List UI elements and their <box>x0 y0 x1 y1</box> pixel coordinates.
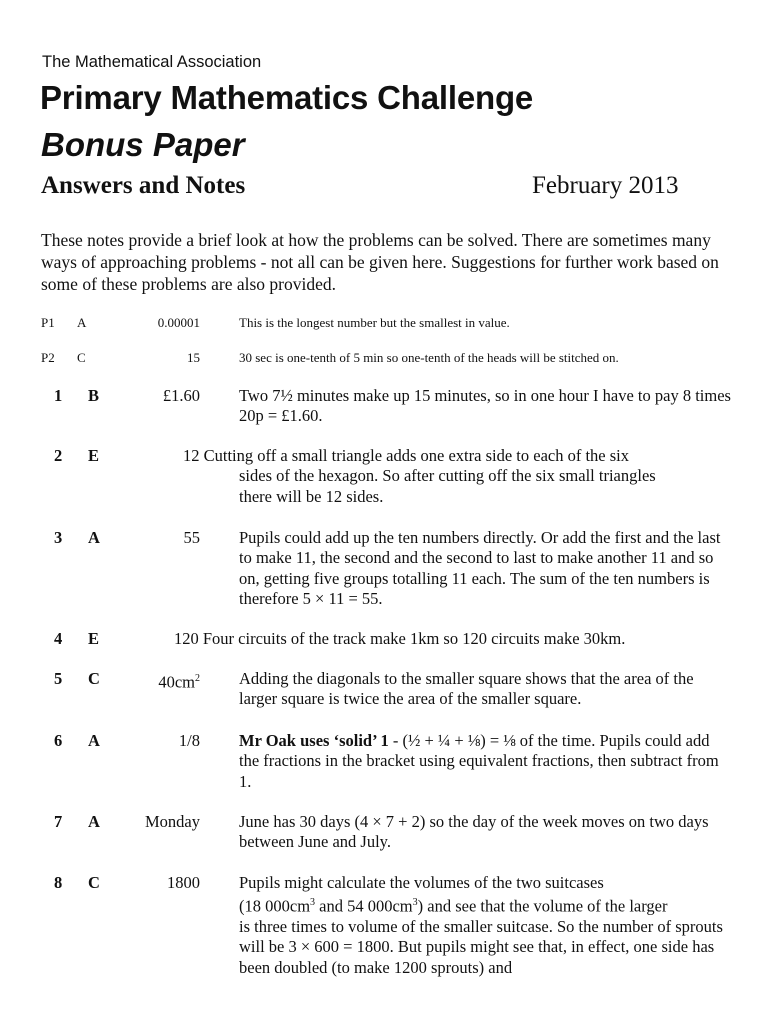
answer-note <box>174 629 734 649</box>
answer-note: Two 7½ minutes make up 15 minutes, so in one hour I have to pay 8 times 20p = £1.60. <box>239 386 731 426</box>
answer-value: 15 <box>187 350 200 365</box>
question-row-8 <box>0 873 768 983</box>
practice-row-p2 <box>0 350 768 368</box>
answer-letter: C <box>77 350 86 365</box>
note-line: sides of the hexagon. So after cutting off the six small triangles <box>239 466 656 486</box>
association-name: The Mathematical Association <box>42 53 262 71</box>
answer-note: 30 sec is one-tenth of 5 min so one-tenth of the heads will be stitched on. <box>239 350 619 365</box>
note-line: is three times to volume of the smaller suitcase. So the number of sprouts will be 3 × 600 = 1800. But pupils might see that, in effect, one side has been doubled (to make 1200 sprouts) and <box>239 917 723 977</box>
answer-value: 1800 <box>167 873 200 892</box>
answer-note <box>239 731 731 792</box>
answer-letter: A <box>88 812 100 831</box>
answer-note <box>239 873 731 978</box>
answer-value: 1/8 <box>178 731 200 750</box>
question-row-2 <box>0 446 768 510</box>
paper-date: February 2013 <box>532 172 679 199</box>
answer-letter: A <box>77 315 87 330</box>
answer-letter: B <box>88 386 100 405</box>
answer-value: 0.00001 <box>157 315 200 330</box>
page-subtitle: Bonus Paper <box>41 126 245 163</box>
note-rest: - (½ + ¼ + ⅛) = ⅛ of the time. Pupils could add the fractions in the bracket using equivalent fractions, then subtract from 1. <box>239 731 719 791</box>
intro-paragraph: These notes provide a brief look at how the problems can be solved. There are sometimes many ways of approaching problems - not all can be given here. Suggestions for further work based on some of these problems are also provided. <box>41 230 719 294</box>
question-row-1 <box>0 386 768 430</box>
practice-row-p1 <box>0 315 768 333</box>
question-number: 3 <box>54 528 63 547</box>
answer-value: 55 <box>183 528 200 547</box>
question-number: P2 <box>41 350 55 365</box>
question-number: 5 <box>54 669 63 688</box>
answer-note <box>183 446 743 507</box>
answer-value: £1.60 <box>162 386 200 405</box>
note-fragment: ) and see that the volume of the larger <box>417 896 668 916</box>
note-fragment: (18 000cm <box>239 896 311 916</box>
answer-letter: C <box>88 873 100 892</box>
answer-note: June has 30 days (4 × 7 + 2) so the day of the week moves on two days between June and July. <box>239 812 709 852</box>
answers-heading: Answers and Notes <box>41 172 246 199</box>
answer-letter: E <box>88 446 100 465</box>
question-number: P1 <box>41 315 55 330</box>
note-line: there will be 12 sides. <box>239 486 384 506</box>
question-row-4 <box>0 629 768 651</box>
note-line <box>239 893 731 917</box>
answer-letter: A <box>88 528 100 547</box>
question-row-3 <box>0 528 768 612</box>
answer-note: Pupils could add up the ten numbers directly. Or add the first and the last to make 11, the second and the second to last to make another 11 and so on, getting five groups totalling 11 each. The sum of the ten numbers is therefore 5 × 11 = 55. <box>239 528 721 608</box>
answer-note: This is the longest number but the smallest in value. <box>239 315 510 330</box>
question-row-5 <box>0 669 768 713</box>
answer-value: Monday <box>145 812 200 831</box>
answer-superscript: 2 <box>195 673 200 684</box>
cubed-superscript: 3 <box>310 897 316 909</box>
note-line: Pupils might calculate the volumes of the two suitcases <box>239 873 604 892</box>
question-number: 2 <box>54 446 63 465</box>
answer-value <box>158 669 200 693</box>
note-line: 12 Cutting off a small triangle adds one extra side to each of the six <box>183 446 629 465</box>
question-number: 8 <box>54 873 63 892</box>
note-bold-lead: Mr Oak uses ‘solid’ 1 <box>239 731 389 750</box>
answer-base: 40cm <box>158 672 195 692</box>
answer-note: Adding the diagonals to the smaller square shows that the area of the larger square is twice the area of the smaller square. <box>239 669 694 709</box>
note-fragment: and 54 000cm <box>315 896 413 916</box>
question-number: 4 <box>54 629 63 648</box>
cubed-superscript: 3 <box>412 897 418 909</box>
question-number: 6 <box>54 731 63 750</box>
page-title: Primary Mathematics Challenge <box>40 79 534 116</box>
question-row-6 <box>0 731 768 795</box>
question-number: 1 <box>54 386 63 405</box>
question-row-7 <box>0 812 768 856</box>
question-number: 7 <box>54 812 63 831</box>
answer-letter: C <box>88 669 100 688</box>
answer-letter: A <box>88 731 100 750</box>
answer-letter: E <box>88 629 100 648</box>
note-line: 120 Four circuits of the track make 1km so 120 circuits make 30km. <box>174 629 626 648</box>
